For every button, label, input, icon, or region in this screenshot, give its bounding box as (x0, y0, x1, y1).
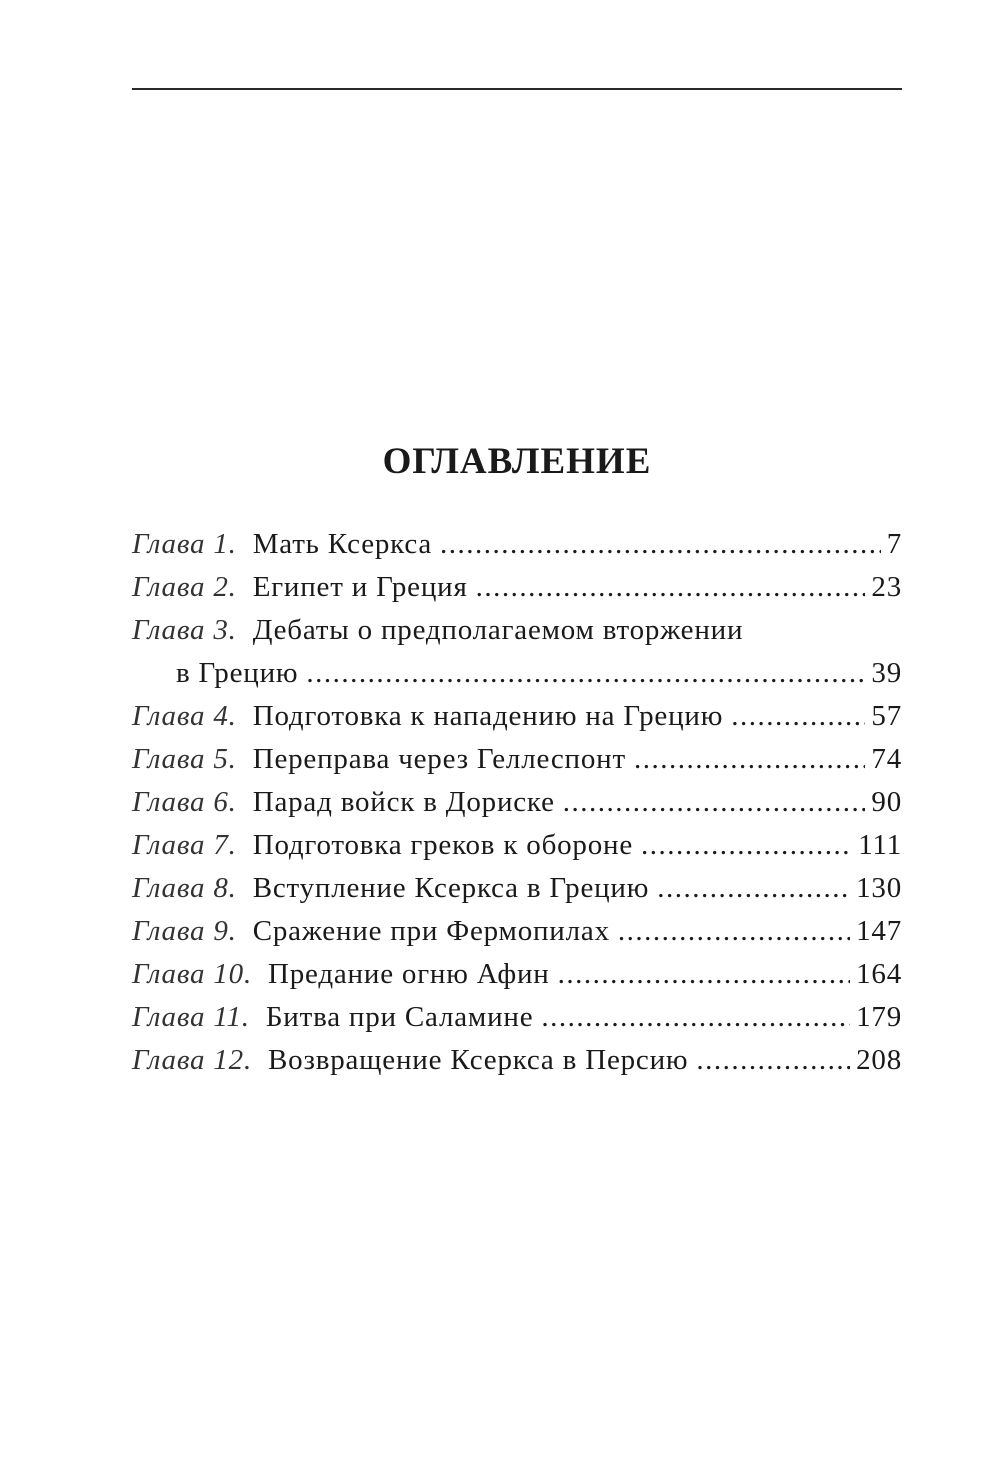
page-number: 57 (871, 700, 902, 732)
chapter-title: Подготовка к нападению на Грецию (252, 700, 724, 732)
dot-leader (731, 700, 865, 733)
dot-leader (306, 657, 865, 690)
chapter-label: Глава 8. (132, 872, 237, 904)
toc-heading: ОГЛАВЛЕНИЕ (382, 441, 652, 482)
chapter-title: Возвращение Ксеркса в Персию (268, 1044, 689, 1076)
toc-entry-7 (132, 829, 902, 872)
dot-leader (563, 786, 866, 819)
chapter-label: Глава 3. (132, 614, 237, 646)
chapter-label: Глава 7. (132, 829, 237, 861)
page-number: 23 (871, 571, 902, 603)
chapter-title: Мать Ксеркса (252, 528, 433, 560)
chapter-title: Парад войск в Дориске (252, 786, 555, 818)
chapter-title: Битва при Саламине (265, 1001, 534, 1033)
toc-entry-5 (132, 743, 902, 786)
chapter-label: Глава 11. (132, 1001, 250, 1033)
toc-entry-12 (132, 1044, 902, 1087)
table-of-contents (132, 528, 902, 1087)
page-number: 164 (856, 958, 902, 990)
page-number: 147 (856, 915, 902, 947)
dot-leader (657, 872, 850, 905)
dot-leader (634, 743, 865, 776)
dot-leader (476, 571, 866, 604)
chapter-label: Глава 1. (132, 528, 237, 560)
page-number: 39 (871, 657, 902, 689)
dot-leader (541, 1001, 850, 1034)
chapter-label: Глава 4. (132, 700, 237, 732)
chapter-title: Египет и Греция (252, 571, 468, 603)
toc-entry-11 (132, 1001, 902, 1044)
toc-entry-2 (132, 571, 902, 614)
dot-leader (641, 829, 852, 862)
toc-entry-3-continued (132, 657, 902, 700)
page-number: 90 (871, 786, 902, 818)
chapter-title: Подготовка греков к обороне (252, 829, 634, 861)
page-number: 130 (856, 872, 902, 904)
toc-entry-4 (132, 700, 902, 743)
chapter-label: Глава 12. (132, 1044, 252, 1076)
dot-leader (618, 915, 850, 948)
chapter-title: Сражение при Фермопилах (252, 915, 610, 947)
page-number: 111 (858, 829, 902, 861)
chapter-title: Вступление Ксеркса в Грецию (252, 872, 650, 904)
page-number: 179 (856, 1001, 902, 1033)
toc-entry-1 (132, 528, 902, 571)
chapter-label: Глава 6. (132, 786, 237, 818)
toc-entry-3 (132, 614, 902, 657)
toc-entry-10 (132, 958, 902, 1001)
toc-entry-6 (132, 786, 902, 829)
top-rule-divider (132, 88, 902, 90)
page-number: 7 (886, 528, 902, 560)
chapter-label: Глава 10. (132, 958, 252, 990)
page-number: 74 (871, 743, 902, 775)
chapter-title: Предание огню Афин (268, 958, 550, 990)
chapter-title: Дебаты о предполагаемом вторжении (252, 614, 744, 646)
page-number: 208 (856, 1044, 902, 1076)
chapter-title-continued: в Грецию (176, 657, 299, 689)
dot-leader (558, 958, 850, 991)
toc-entry-9 (132, 915, 902, 958)
chapter-label: Глава 9. (132, 915, 237, 947)
toc-entry-8 (132, 872, 902, 915)
dot-leader (696, 1044, 850, 1077)
dot-leader (440, 528, 881, 561)
chapter-title: Переправа через Геллеспонт (252, 743, 626, 775)
chapter-label: Глава 2. (132, 571, 237, 603)
chapter-label: Глава 5. (132, 743, 237, 775)
